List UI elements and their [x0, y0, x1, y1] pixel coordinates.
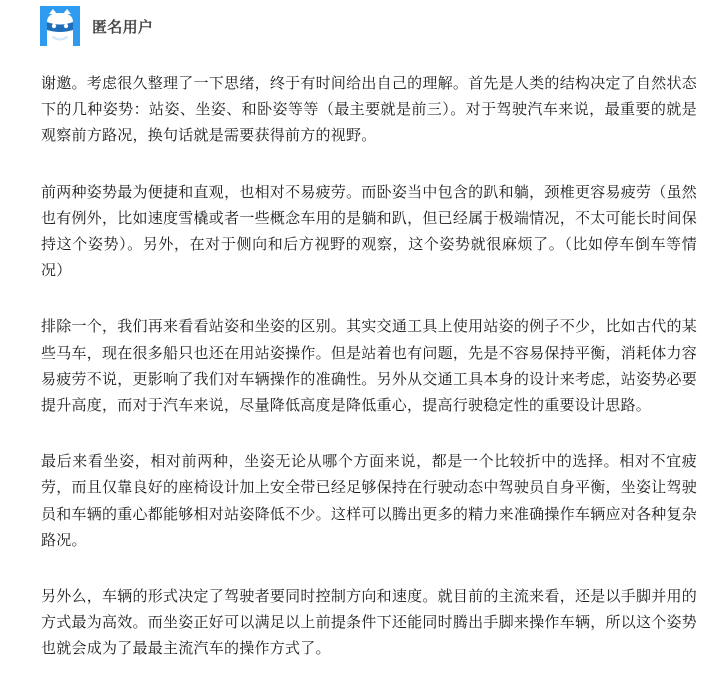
answer-paragraph: 谢邀。考虑很久整理了一下思绪，终于有时间给出自己的理解。首先是人类的结构决定了自然状态下的几种姿势：站姿、坐姿、和卧姿等等（最主要就是前三）。对于驾驶汽车来说，最重要的就是观察前方路况，换句话就是需要获得前方的视野。	[41, 74, 697, 145]
author-avatar[interactable]	[40, 6, 80, 46]
author-name[interactable]: 匿名用户	[92, 17, 154, 36]
answer-paragraph: 前两种姿势最为便捷和直观，也相对不易疲劳。而卧姿当中包含的趴和躺，颈椎更容易疲劳（虽然也有例外，比如速度雪橇或者一些概念车用的是躺和趴，但已经属于极端情况，不太可能长时间保持这个姿势）。另外，在对于侧向和后方视野的观察，这个姿势就很麻烦了。（比如停车倒车等情况）	[41, 182, 697, 280]
author-info	[40, 6, 153, 46]
answer-paragraph: 排除一个，我们再来看看站姿和坐姿的区别。其实交通工具上使用站姿的例子不少，比如古代的某些马车，现在很多船只也还在用站姿操作。但是站着也有问题，先是不容易保持平衡，消耗体力容易疲劳不说，更影响了我们对车辆操作的准确性。另外从交通工具本身的设计来考虑，站姿势必要提升高度，而对于汽车来说，尽量降低高度是降低重心，提高行驶稳定性的重要设计思路。	[41, 317, 697, 415]
anonymous-user-icon	[40, 6, 80, 46]
answer-content	[41, 70, 697, 692]
answer-paragraph: 另外么，车辆的形式决定了驾驶者要同时控制方向和速度。就目前的主流来看，还是以手脚并用的方式最为高效。而坐姿正好可以满足以上前提条件下还能同时腾出手脚来操作车辆，所以这个姿势也就会成为了最最主流汽车的操作方式了。	[41, 587, 697, 658]
answer-paragraph: 最后来看坐姿，相对前两种，坐姿无论从哪个方面来说，都是一个比较折中的选择。相对不宜疲劳，而且仅靠良好的座椅设计加上安全带已经足够保持在行驶动态中驾驶员自身平衡，坐姿让驾驶员和车辆的重心都能够相对站姿降低不少。这样可以腾出更多的精力来准确操作车辆应对各种复杂路况。	[41, 452, 697, 549]
